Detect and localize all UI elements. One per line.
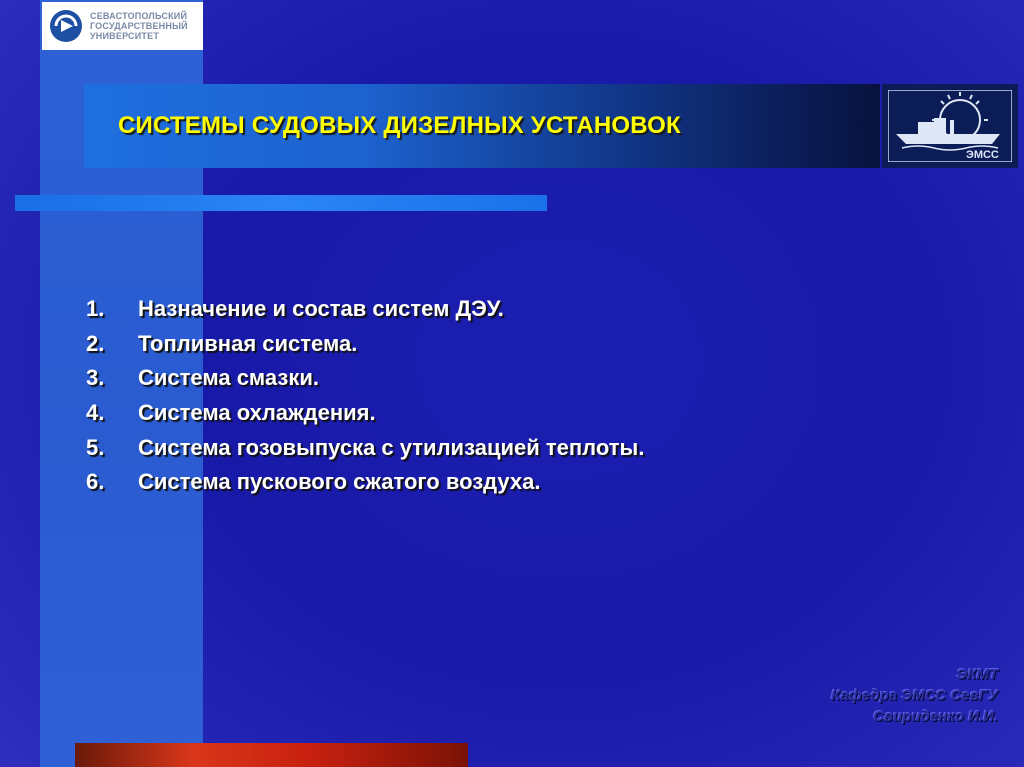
list-item (86, 430, 644, 465)
topic-list (86, 292, 644, 500)
author-footer (831, 664, 998, 727)
list-item (86, 361, 644, 396)
list-item (86, 396, 644, 431)
list-item (86, 465, 644, 500)
footer-org: ЭКМТ (956, 666, 998, 683)
department-logo (882, 84, 1018, 168)
ship-gear-emblem-icon (888, 90, 1012, 162)
university-name-line: СЕВАСТОПОЛЬСКИЙ (90, 11, 188, 21)
university-name (90, 11, 188, 41)
list-item-number: 6. (86, 469, 105, 495)
accent-bar (15, 195, 547, 211)
university-name-line: ГОСУДАРСТВЕННЫЙ (90, 21, 188, 31)
university-name-line: УНИВЕРСИТЕТ (90, 31, 160, 41)
university-emblem-icon (48, 8, 84, 44)
list-item-number: 3. (86, 365, 105, 391)
list-item (86, 292, 644, 327)
footer-author: Свириденко И.И. (873, 708, 998, 725)
list-item-text: Система гозовыпуска с утилизацией теплоты. (138, 434, 645, 460)
list-item-text: Система охлаждения. (138, 400, 376, 426)
list-item-text: Назначение и состав систем ДЭУ. (138, 296, 504, 322)
department-logo-text: ЭМСС (966, 149, 999, 161)
list-item-text: Система пускового сжатого воздуха. (138, 469, 541, 495)
list-item-number: 2. (86, 330, 105, 356)
list-item-text: Система смазки. (138, 365, 320, 391)
list-item-number: 5. (86, 434, 105, 460)
slide-title: СИСТЕМЫ СУДОВЫХ ДИЗЕЛНЫХ УСТАНОВОК (118, 112, 681, 139)
list-item-text: Топливная система. (138, 330, 358, 356)
university-logo (42, 2, 203, 50)
list-item-number: 1. (86, 296, 105, 322)
list-item-number: 4. (86, 400, 105, 426)
footer-department: Кафедра ЭМСС СевГУ (830, 687, 998, 704)
bottom-decor-bar (75, 743, 468, 767)
list-item (86, 327, 644, 362)
